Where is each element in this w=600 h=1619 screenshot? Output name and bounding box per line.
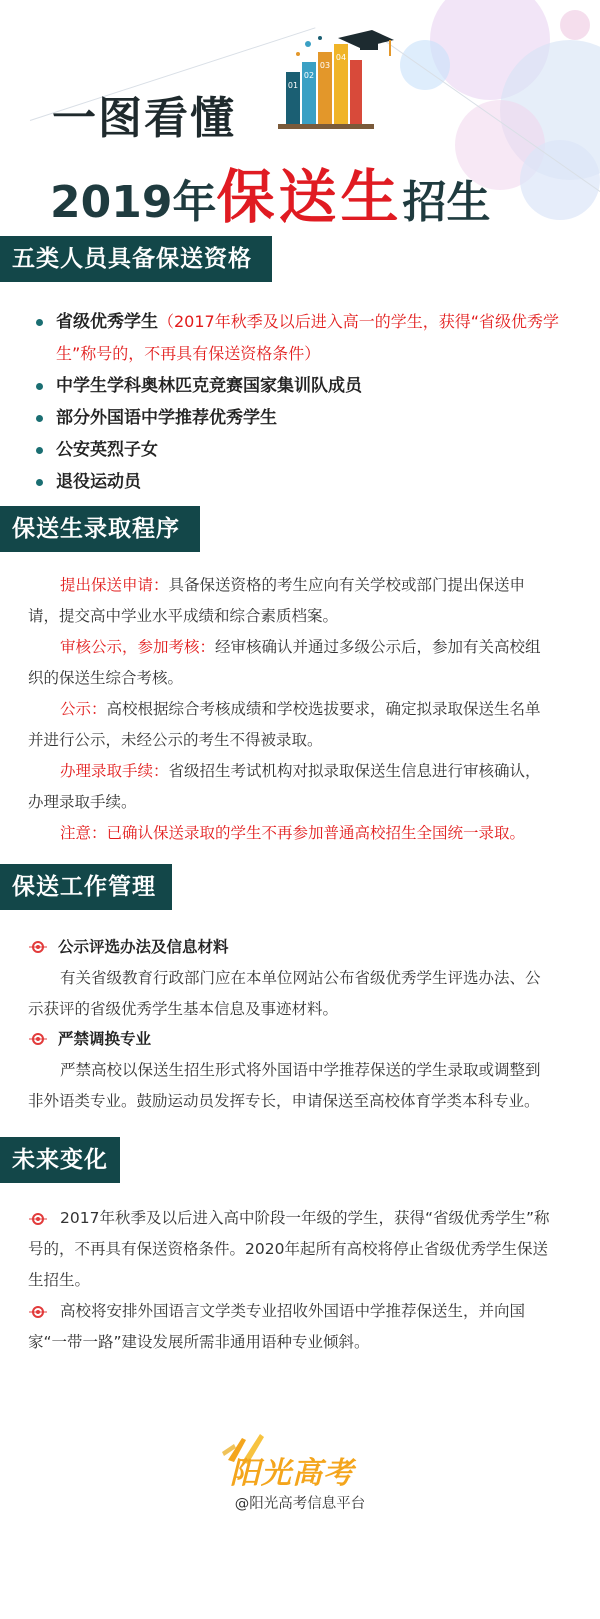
headline-highlight: 保送生 — [216, 163, 403, 231]
list-item-note: （2017年秋季及以后进入高一的学生，获得“省级优秀学生”称号的，不再具有保送资格条件） — [56, 312, 560, 363]
future-item: 2017年秋季及以后进入高中阶段一年级的学生，获得“省级优秀学生”称号的，不再具有保送资格条件。2020年起所有高校将停止省级优秀学生保送生招生。 — [28, 1209, 550, 1289]
book-label: 01 — [287, 81, 299, 90]
procedure-step — [28, 632, 552, 694]
list-item-label: 中学生学科奥林匹克竞赛国家集训队成员 — [56, 376, 362, 396]
platform-handle: @阳光高考信息平台 — [234, 1496, 366, 1512]
step-label: 办理录取手续： — [60, 762, 169, 780]
step-label: 公示： — [60, 700, 107, 718]
list-item — [36, 370, 566, 402]
headline-rest: 招生 — [402, 177, 491, 228]
logo-text: 阳光高考 — [230, 1456, 354, 1491]
step-text: 省级招生考试机构对拟录取保送生信息进行审核确认，办理录取手续。 — [28, 762, 541, 811]
book-label: 03 — [319, 61, 331, 70]
books-graduation-icon — [268, 30, 398, 134]
section-title-procedure: 保送生录取程序 — [0, 506, 200, 552]
management-subheading: 严禁调换专业 — [58, 1030, 152, 1048]
bullet-dot-icon — [36, 479, 43, 486]
section-title-future: 未来变化 — [0, 1137, 120, 1183]
target-bullet-icon — [32, 941, 44, 953]
procedure-step — [28, 570, 552, 632]
step-label: 审核公示，参加考核： — [60, 638, 216, 656]
list-item-label: 退役运动员 — [56, 472, 141, 492]
header-banner — [0, 0, 600, 240]
target-bullet-icon — [32, 1033, 44, 1045]
yangguang-gaokao-logo — [220, 1430, 380, 1500]
management-subheading: 公示评选办法及信息材料 — [58, 938, 229, 956]
qualification-list — [36, 306, 566, 498]
list-item — [36, 466, 566, 498]
bullet-dot-icon — [36, 383, 43, 390]
book-label: 02 — [303, 71, 315, 80]
list-item — [36, 402, 566, 434]
bullet-dot-icon — [36, 447, 43, 454]
bullet-dot-icon — [36, 319, 43, 326]
list-item — [36, 434, 566, 466]
headline-year: 2019年 — [50, 177, 217, 228]
list-item — [36, 306, 566, 370]
step-text: 具备保送资格的考生应向有关学校或部门提出保送申请，提交高中学业水平成绩和综合素质档案。 — [28, 576, 526, 625]
list-item-label: 省级优秀学生 — [56, 312, 158, 332]
bullet-dot-icon — [36, 415, 43, 422]
future-item: 高校将安排外国语言文学类专业招收外国语中学推荐保送生，并向国家“一带一路”建设发展所需非通用语种专业倾斜。 — [28, 1302, 526, 1351]
headline-line2 — [50, 150, 490, 234]
procedure-notice: 注意：已确认保送录取的学生不再参加普通高校招生全国统一录取。 — [60, 824, 526, 842]
step-label: 提出保送申请： — [60, 576, 169, 594]
decor-bubble — [560, 10, 590, 40]
book-label: 04 — [335, 53, 347, 62]
headline-line1: 一图看懂 — [52, 93, 236, 144]
list-item-label: 公安英烈子女 — [56, 440, 158, 460]
management-text: 有关省级教育行政部门应在本单位网站公布省级优秀学生评选办法、公示获评的省级优秀学生基本信息及事迹材料。 — [28, 969, 541, 1018]
list-item-label: 部分外国语中学推荐优秀学生 — [56, 408, 277, 428]
step-text: 高校根据综合考核成绩和学校选拔要求，确定拟录取保送生名单并进行公示，未经公示的考生不得被录取。 — [28, 700, 541, 749]
section-title-qualifications: 五类人员具备保送资格 — [0, 236, 272, 282]
management-text: 严禁高校以保送生招生形式将外国语中学推荐保送的学生录取或调整到非外语类专业。鼓励运动员发挥专长，申请保送至高校体育学类本科专业。 — [28, 1061, 541, 1110]
decor-bubble — [520, 140, 600, 220]
section-title-management: 保送工作管理 — [0, 864, 172, 910]
procedure-step — [28, 756, 552, 818]
step-text: 经审核确认并通过多级公示后，参加有关高校组织的保送生综合考核。 — [28, 638, 541, 687]
procedure-step — [28, 694, 552, 756]
